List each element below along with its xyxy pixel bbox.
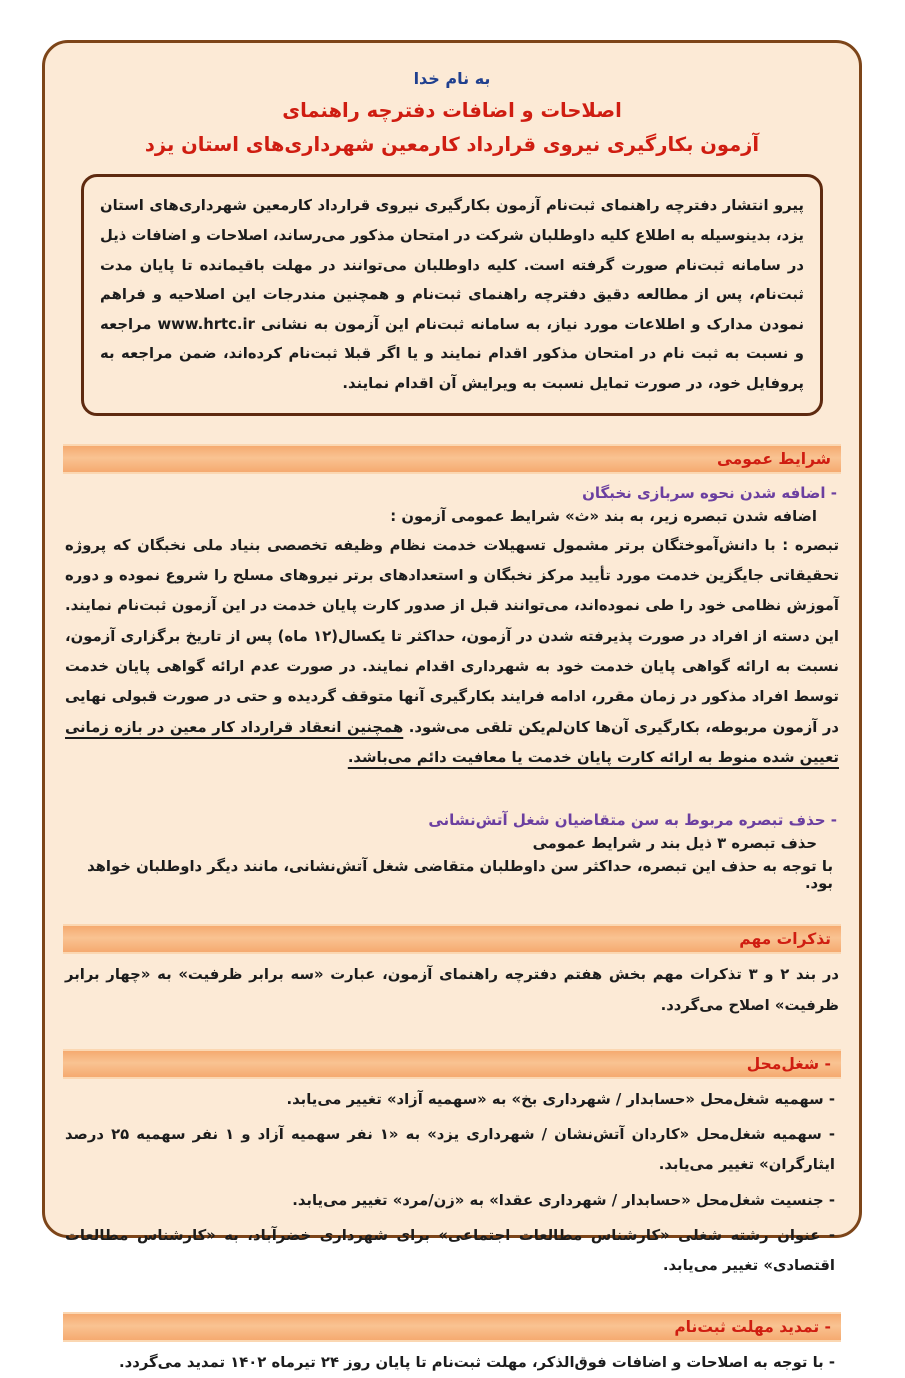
spacer [63, 1286, 841, 1312]
job-change-item-1: - سهمیه شغل‌محل «حسابدار / شهرداری بخ» به «سهمیه آزاد» تغییر می‌یابد. [286, 1090, 835, 1108]
important-notes-paragraph: در بند ۲ و ۳ تذکرات مهم بخش هفتم دفترچه راهنمای آزمون، عبارت «سه برابر ظرفیت» به «چهار برابر ظرفیت» اصلاح می‌گردد. [65, 966, 839, 1014]
section-bar-job-location-label: - شغل‌محل [746, 1054, 831, 1073]
note-main-text: تبصره : با دانش‌آموختگان برتر مشمول تسهیلات خدمت نظام وظیفه تخصصی بنیاد ملی نخبگان که پروژه تحقیقاتی جایگزین خدمت مورد تأیید مرکز نخبگان و استعدادهای برتر نیروهای مسلح را شروع نموده و دوره آموزش نظامی خود را طی نموده‌اند، می‌توانند قبل از صدور کارت پایان خدمت در این آزمون ثبت‌نام نمایند. این دسته از افراد در صورت پذیرفته شدن در آزمون، حداکثر تا یکسال(۱۲ ماه) پس از تاریخ برگزاری آزمون، نسبت به ارائه گواهی پایان خدمت خود به شهرداری اقدام نمایند. در صورت عدم ارائه گواهی پایان خدمت توسط افراد مذکور در زمان مقرر، ادامه فرایند بکارگیری آنها متوقف گردیده و حتی در صورت قبولی نهایی در آزمون مربوطه، بکارگیری آن‌ها کان‌لم‌یکن تلقی می‌شود. [65, 536, 839, 736]
spacer [63, 783, 841, 801]
clause-intro-line: اضافه شدن تبصره زیر، به بند «ث» شرایط عمومی آزمون : [390, 507, 817, 525]
section-bar-important-notes [63, 924, 841, 954]
section-bar-job-location [63, 1049, 841, 1079]
section-bar-general-conditions [63, 444, 841, 474]
announcement-sheet [42, 40, 862, 1372]
section-bar-registration-extension-label: - تمدید مهلت ثبت‌نام [674, 1318, 831, 1337]
intro-box [81, 174, 823, 415]
page-title-line1: اصلاحات و اضافات دفترچه راهنمای [282, 99, 622, 122]
note-underlined-text: همچنین انعقاد قرارداد کار معین در بازه زمانی تعیین شده منوط به ارائه کارت پایان خدمت یا معافیت دائم می‌باشد. [65, 718, 839, 766]
section-bar-general-conditions-label: شرایط عمومی [717, 449, 831, 468]
section-bar-important-notes-label: تذکرات مهم [739, 930, 831, 949]
page-title-line2: آزمون بکارگیری نیروی قرارداد کارمعین شهرداری‌های استان یزد [144, 133, 760, 157]
intro-paragraph: پیرو انتشار دفترچه راهنمای ثبت‌نام آزمون بکارگیری نیروی قرارداد کارمعین شهرداری‌های استان یزد، بدینوسیله به اطلاع کلیه داوطلبان شرکت در امتحان مذکور می‌رساند، اصلاحات و اضافات ذیل در سامانه ثبت‌نام صورت گرفته است. کلیه داوطلبان می‌توانند در مهلت باقیمانده تا پایان مدت ثبت‌نام، پس از مطالعه دقیق دفترچه راهنمای ثبت‌نام و همچنین مندرجات این اصلاحیه و فراهم نمودن مدارک و اطلاعات مورد نیاز، به سامانه ثبت‌نام این آزمون به نشانی www.hrtc.ir مراجعه و نسبت به ثبت نام در امتحان مذکور اقدام نمایند و یا اگر قبلا ثبت‌نام کرده‌اند، ضمن مراجعه به پروفایل خود، در صورت تمایل نسبت به ویرایش آن اقدام نمایند. [100, 197, 804, 392]
subsection-heading-elite-military-service: - اضافه شدن نحوه سربازی نخبگان [582, 483, 837, 502]
registration-extension-text: - با توجه به اصلاحات و اضافات فوق‌الذکر، مهلت ثبت‌نام تا پایان روز ۲۴ تیرماه ۱۴۰۲ تمدید می‌گردد. [119, 1354, 835, 1372]
subsection-heading-firefighter-age: - حذف تبصره مربوط به سن متقاضیان شغل آتش‌نشانی [428, 811, 837, 830]
spacer [63, 898, 841, 924]
firefighter-age-line2: با توجه به حذف این تبصره، حداکثر سن داوطلبان متقاضی شغل آتش‌نشانی، مانند دیگر داوطلبان خواهد بود. [87, 858, 833, 893]
bismillah-text: به نام خدا [413, 69, 491, 88]
elite-service-note-paragraph [65, 531, 839, 774]
spacer [63, 1031, 841, 1049]
section-bar-registration-extension [63, 1312, 841, 1342]
job-change-item-4: - عنوان رشته شغلی «کارشناس مطالعات اجتماعی» برای شهرداری خضرآباد، به «کارشناس مطالعات اقتصادی» تغییر می‌یابد. [65, 1227, 835, 1274]
firefighter-age-line1: حذف تبصره ۳ ذیل بند ر شرایط عمومی [532, 835, 817, 853]
job-change-item-3: - جنسیت شغل‌محل «حسابدار / شهرداری عقدا» به «زن/مرد» تغییر می‌یابد. [292, 1191, 835, 1209]
job-change-item-2: - سهمیه شغل‌محل «کاردان آتش‌نشان / شهرداری یزد» به «۱ نفر سهمیه آزاد و ۱ نفر سهمیه ۲۵ درصد ایثارگران» تغییر می‌یابد. [65, 1126, 836, 1174]
